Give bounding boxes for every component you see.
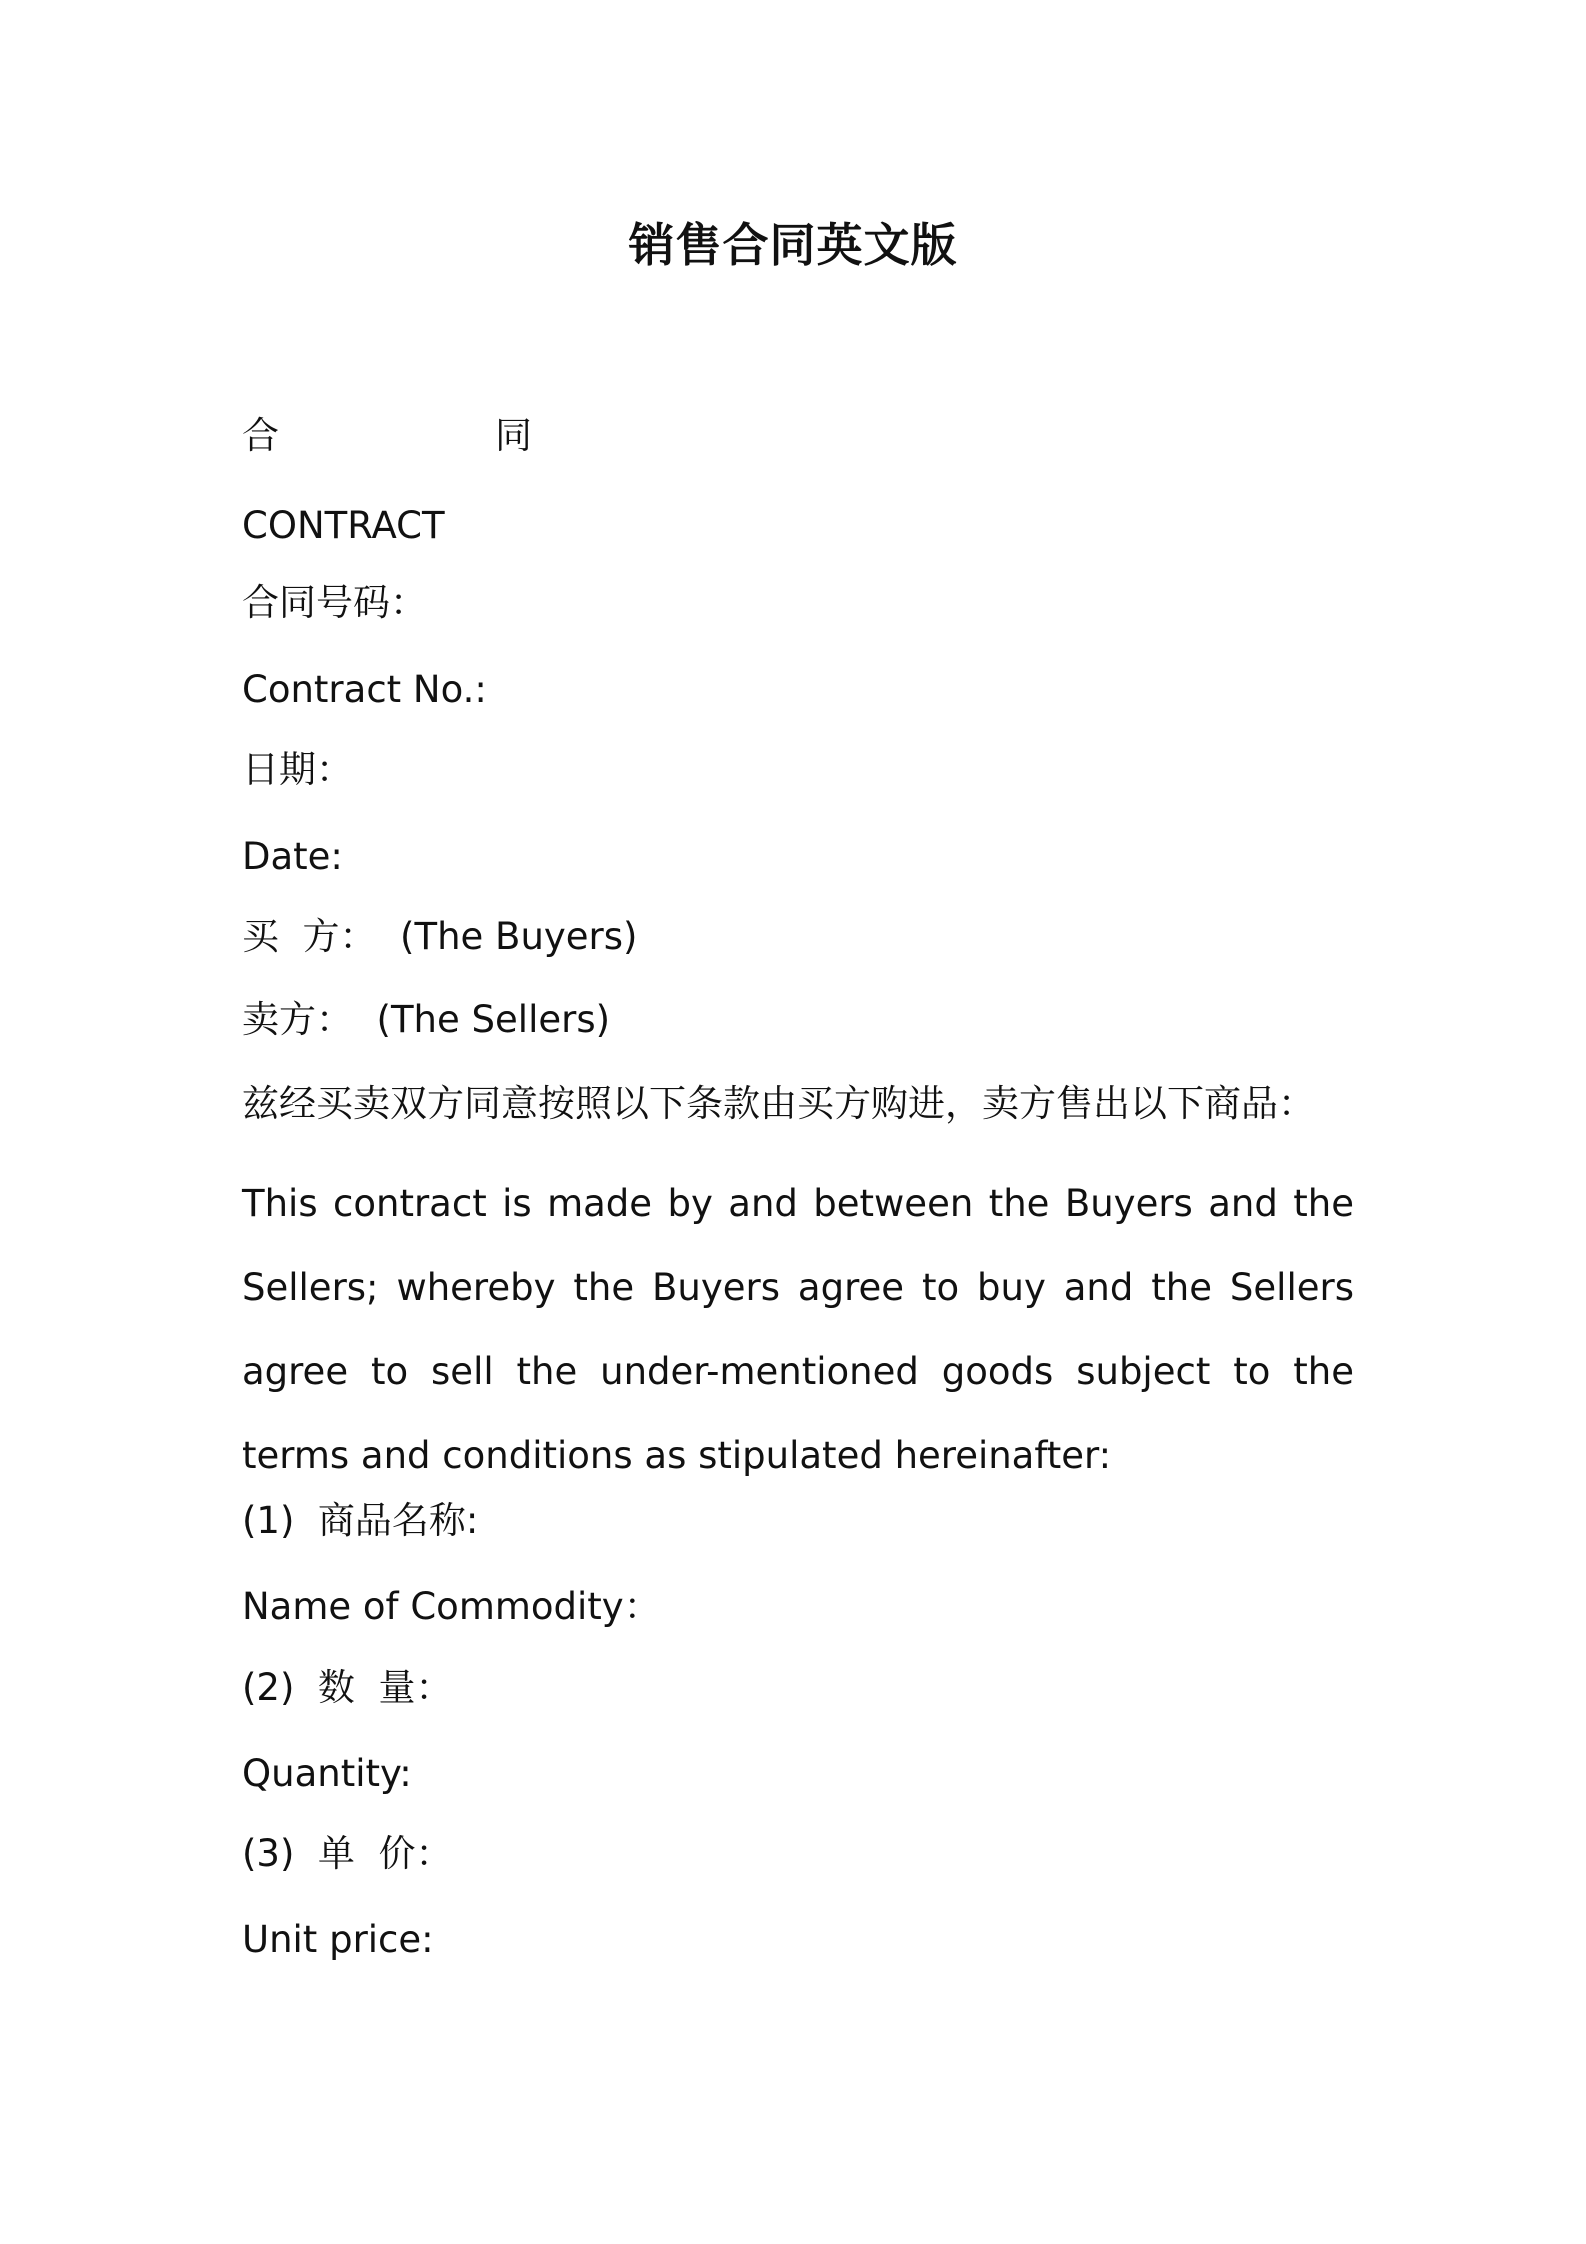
contract-number-label-cn: 合同号码： xyxy=(242,581,427,624)
item-commodity-label-cn: (1) 商品名称: xyxy=(242,1499,479,1542)
contract-heading-cn xyxy=(242,410,532,462)
date-label-cn: 日期： xyxy=(242,748,353,791)
buyers-label: 买 方： (The Buyers) xyxy=(242,915,638,958)
sellers-label: 卖方： (The Sellers) xyxy=(242,998,611,1041)
item-commodity-label-en: Name of Commodity： xyxy=(242,1585,661,1628)
contract-heading-en: CONTRACT xyxy=(242,504,445,547)
item-quantity-label-en: Quantity: xyxy=(242,1752,412,1795)
heading-char-left: 合 xyxy=(242,414,279,457)
document-title: 销售合同英文版 xyxy=(628,218,958,272)
heading-char-right: 同 xyxy=(495,414,532,457)
agreement-text-cn: 兹经买卖双方同意按照以下条款由买方购进，卖方售出以下商品： xyxy=(242,1082,1315,1125)
agreement-text-en: This contract is made by and between the Buyers and the Sellers; whereby the Buyers agree to buy and the Sellers agree to sell the under-mentioned goods subject to the terms and conditions as stipulated hereinafter: xyxy=(242,1182,1354,1477)
contract-number-label-en: Contract No.: xyxy=(242,668,487,711)
item-quantity-label-cn: (2) 数 量： xyxy=(242,1666,453,1709)
item-unit-price-label-cn: (3) 单 价： xyxy=(242,1832,453,1875)
item-unit-price-label-en: Unit price: xyxy=(242,1918,434,1961)
date-label-en: Date: xyxy=(242,835,343,878)
